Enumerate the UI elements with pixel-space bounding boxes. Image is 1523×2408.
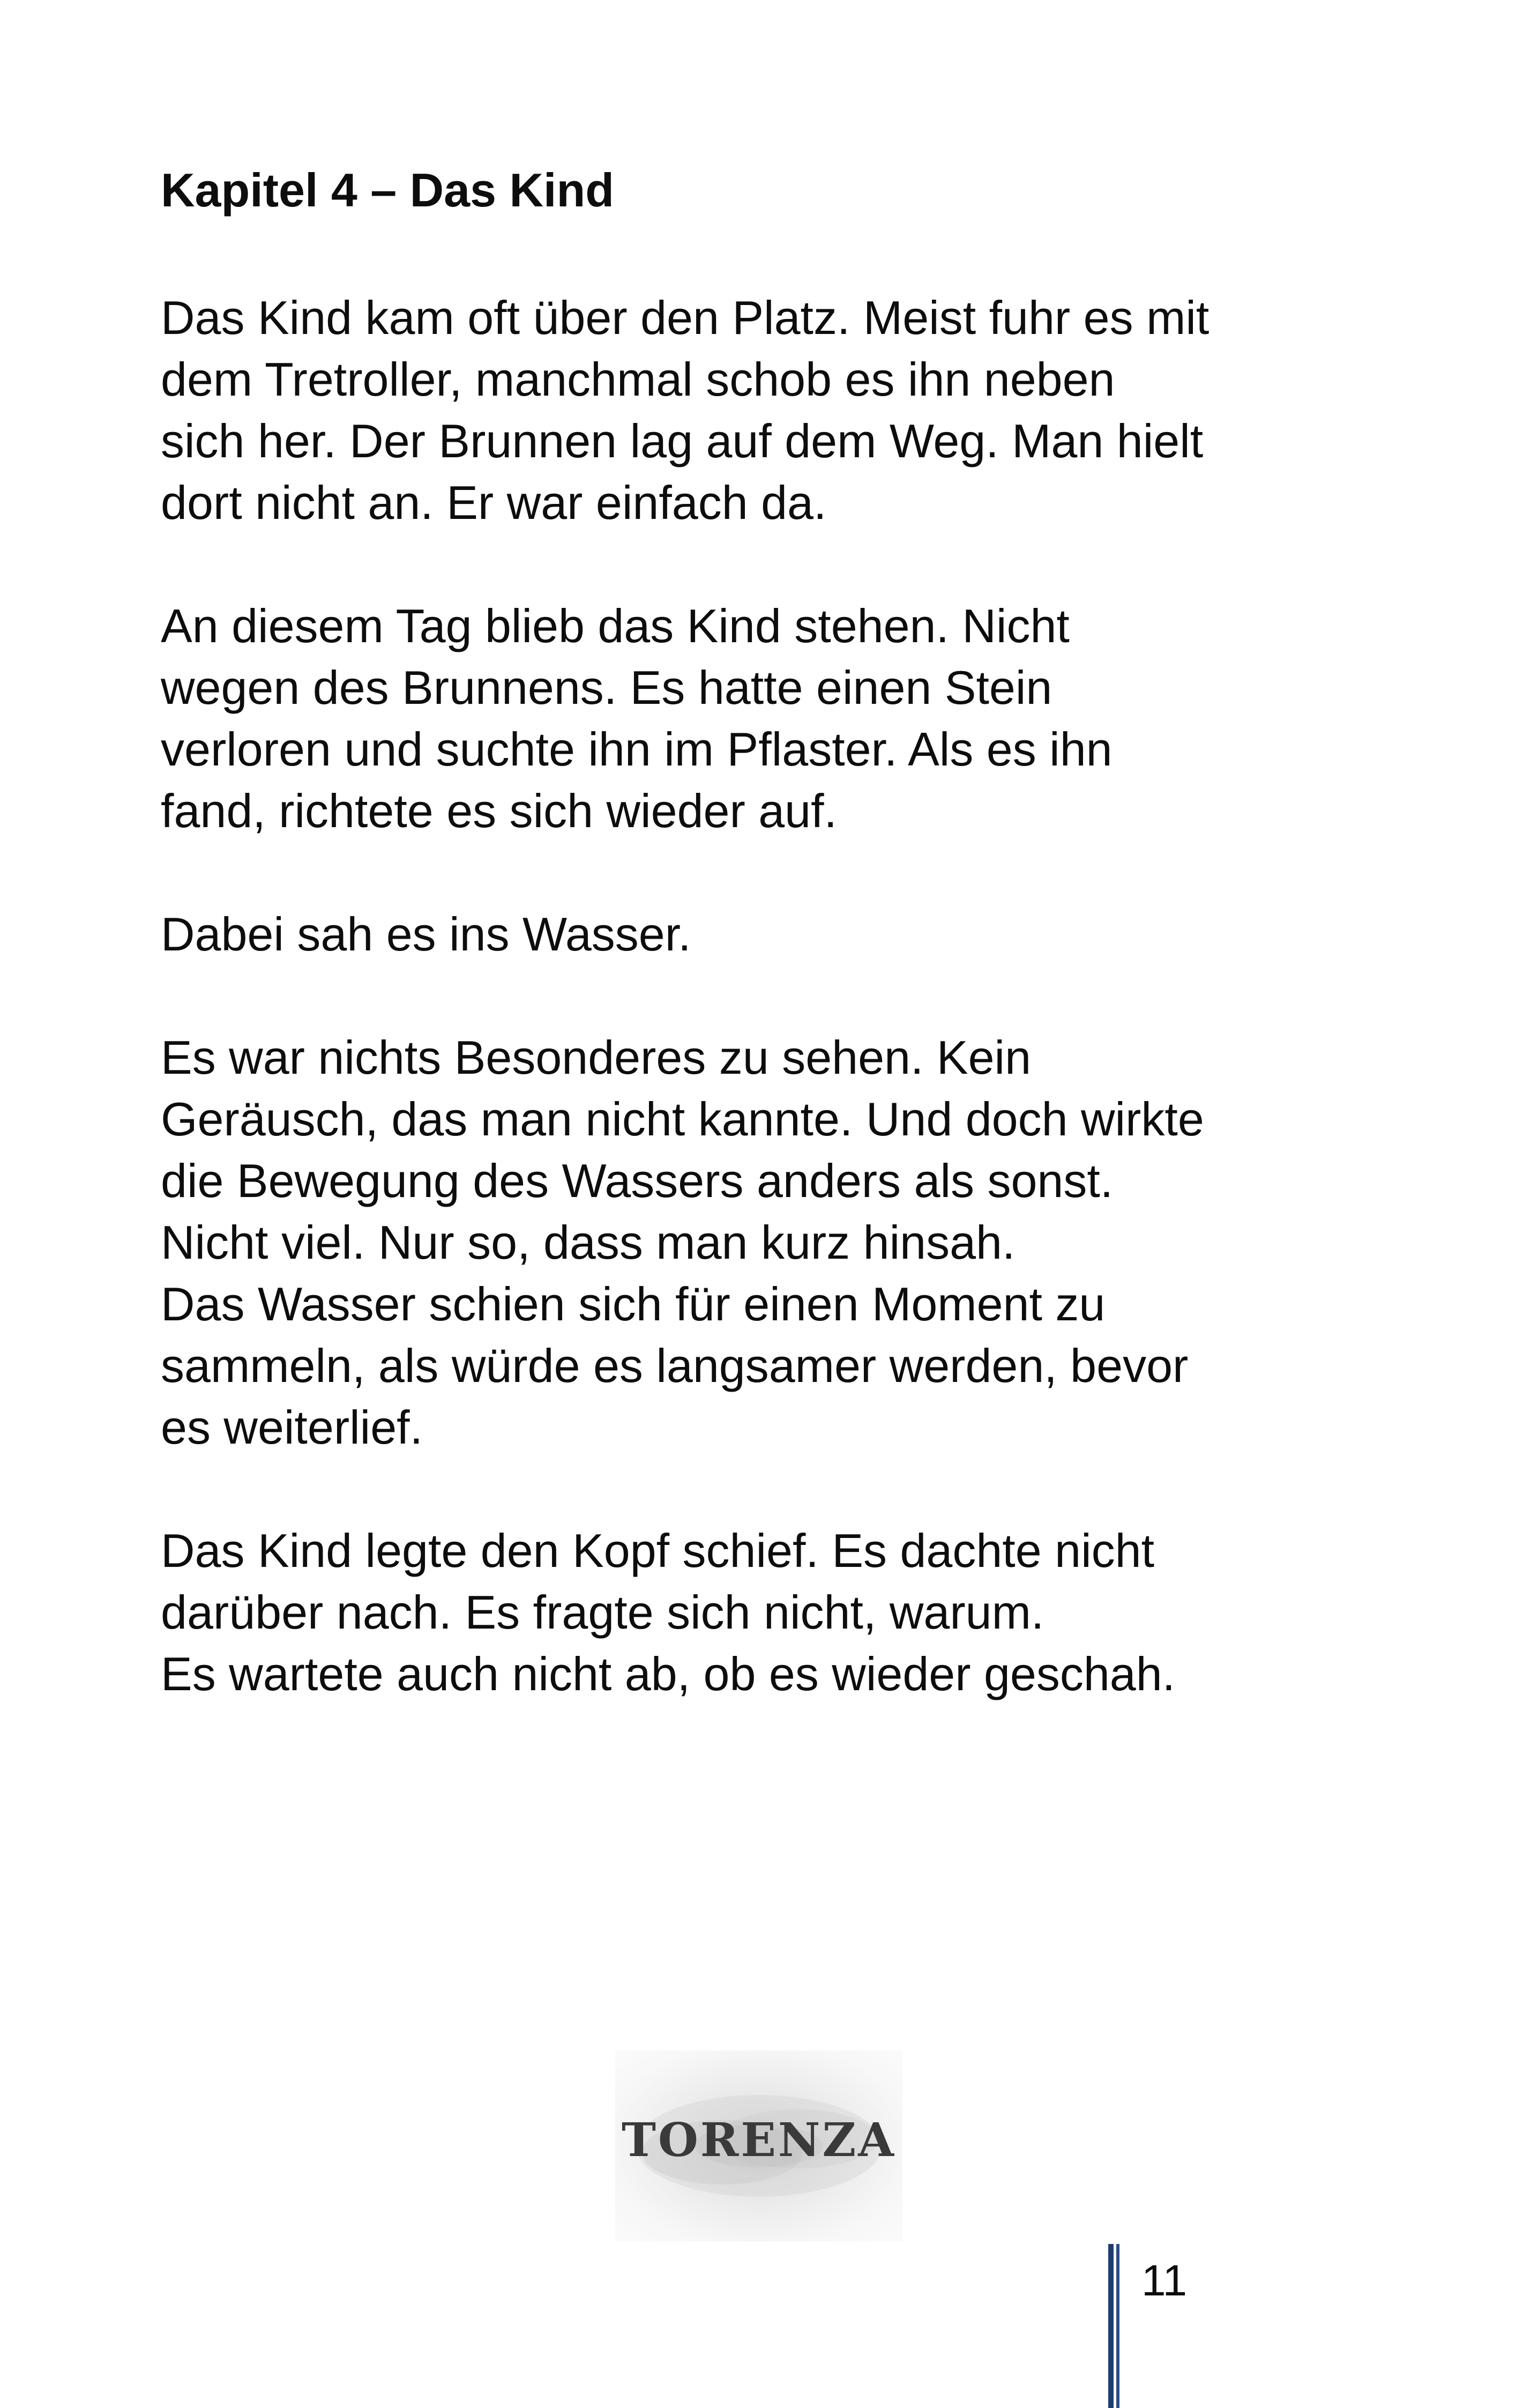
page-number: 11 <box>1141 2256 1188 2305</box>
text-line: Nicht viel. Nur so, dass man kurz hinsah. <box>161 1216 1016 1269</box>
text-line: darüber nach. Es fragte sich nicht, warum. <box>161 1586 1044 1639</box>
marker-bar <box>1108 2244 1114 2408</box>
text-line: An diesem Tag blieb das Kind stehen. Nicht <box>161 599 1070 652</box>
torenza-logo <box>615 2050 902 2241</box>
page-number-marker <box>1108 2244 1121 2408</box>
text-line: sich her. Der Brunnen lag auf dem Weg. Man hielt <box>161 414 1204 467</box>
text-line: Es war nichts Besonderes zu sehen. Kein <box>161 1031 1032 1084</box>
chapter-body <box>161 287 1393 1766</box>
text-line: Das Kind legte den Kopf schief. Es dachte nicht <box>161 1524 1155 1577</box>
text-line: Das Kind kam oft über den Platz. Meist fuhr es mit <box>161 291 1210 344</box>
marker-bar <box>1116 2244 1119 2408</box>
text-line: Das Wasser schien sich für einen Moment zu <box>161 1277 1106 1331</box>
text-line: die Bewegung des Wassers anders als sonst. <box>161 1154 1114 1207</box>
paragraph-5 <box>161 1520 1393 1705</box>
text-line: es weiterlief. <box>161 1401 423 1454</box>
chapter-title: Kapitel 4 – Das Kind <box>161 163 615 217</box>
paragraph-4 <box>161 1027 1393 1458</box>
text-line: Geräusch, das man nicht kannte. Und doch wirkte <box>161 1092 1204 1146</box>
paragraph-1 <box>161 287 1393 533</box>
text-line: fand, richtete es sich wieder auf. <box>161 784 837 837</box>
text-line: Es wartete auch nicht ab, ob es wieder geschah. <box>161 1647 1176 1700</box>
text-line: dem Tretroller, manchmal schob es ihn neben <box>161 353 1115 406</box>
text-line: verloren und suchte ihn im Pflaster. Als es ihn <box>161 723 1113 776</box>
logo-wordmark: TORENZA <box>621 2113 897 2167</box>
paragraph-3 <box>161 903 1393 965</box>
text-line: wegen des Brunnens. Es hatte einen Stein <box>161 661 1052 714</box>
text-line: sammeln, als würde es langsamer werden, bevor <box>161 1339 1189 1392</box>
paragraph-2 <box>161 595 1393 842</box>
text-line: dort nicht an. Er war einfach da. <box>161 476 827 529</box>
text-line: Dabei sah es ins Wasser. <box>161 908 691 961</box>
